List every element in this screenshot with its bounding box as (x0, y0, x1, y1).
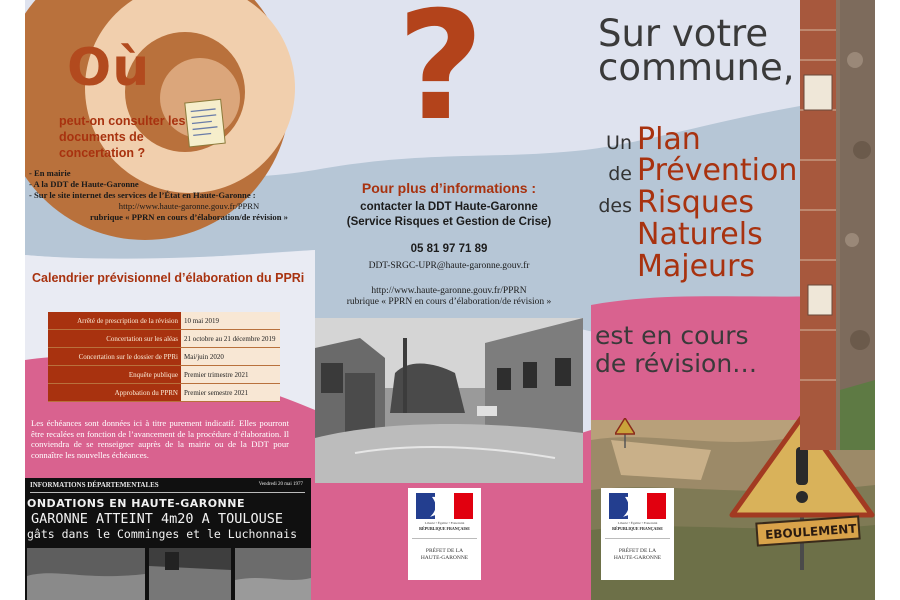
document-icon (182, 98, 230, 148)
calendar-table (48, 312, 280, 402)
info-email[interactable]: DDT-SRGC-UPR@haute-garonne.gouv.fr (368, 261, 530, 271)
ppr-title-line (585, 251, 755, 283)
revision-line: est en cours (595, 321, 749, 350)
calendar-date: Premier semestre 2021 (181, 384, 280, 401)
calendar-row (48, 348, 280, 366)
logo-motto: Liberté • Égalité • Fraternité (424, 521, 465, 525)
disclaimer-text: Les échéances sont données ici à titre purement indicatif. Elles pourront être recalées en fonction de l’avancement de la procédure d’élaboration. Il conviendra de se renseigner auprès de la mairie ou de la DDT pour connaître les nouvelles échéances. (31, 418, 289, 460)
calendar-date: Mai/juin 2020 (181, 348, 280, 365)
logo-prefect-line: HAUTE-GARONNE (613, 555, 662, 561)
ppr-title-big: Majeurs (637, 249, 756, 284)
info-title: Pour plus d’informations : (361, 180, 537, 196)
logo-prefect (408, 548, 481, 562)
consult-item: - Sur le site internet des services de l’État en Haute-Garonne : (29, 190, 256, 200)
calendar-date: 21 octobre au 21 décembre 2019 (181, 330, 280, 347)
consult-question: peut-on consulter les documents de concertation ? (59, 114, 186, 160)
logo-prefect-line: HAUTE-GARONNE (420, 555, 469, 561)
newspaper-header (30, 481, 305, 493)
ppr-title-line (585, 187, 754, 219)
logo-separator (605, 538, 670, 539)
logo-separator (412, 538, 477, 539)
road-sign-text: EBOULEMENT (764, 521, 857, 542)
ppr-title-line (585, 124, 701, 156)
logo-prefect-line: PRÉFET DE LA (425, 548, 464, 554)
info-contact (315, 200, 583, 230)
where-title: Où (67, 38, 151, 98)
headline-line-1: Sur votre (598, 12, 769, 55)
brick-tower-photo (800, 0, 875, 450)
calendar-date: Premier trimestre 2021 (181, 366, 280, 383)
consult-rubric: rubrique « PPRN en cours d’élaboration/de révision » (90, 212, 288, 222)
marianne-logo-icon (416, 493, 473, 519)
consult-list (29, 168, 309, 223)
logo-republic: RÉPUBLIQUE FRANÇAISE (419, 526, 470, 531)
ppr-title-big: Risques (637, 185, 754, 220)
calendar-row (48, 330, 280, 348)
newspaper-headline-2: GARONNE ATTEINT 4m20 A TOULOUSE (31, 511, 283, 527)
calendar-row (48, 366, 280, 384)
info-contact-line: contacter la DDT Haute-Garonne (360, 201, 538, 213)
ppr-title-big: Plan (637, 122, 701, 157)
prefecture-logo-middle (408, 488, 481, 580)
revision-text (595, 322, 757, 378)
warning-sign-small-icon (615, 418, 635, 448)
ppr-title-line (585, 155, 797, 187)
ppr-title-small: des (598, 195, 632, 217)
logo-prefect-line: PRÉFET DE LA (618, 548, 657, 554)
info-rubric: rubrique « PPRN en cours d’élaboration/de révision » (346, 297, 552, 307)
calendar-row (48, 384, 280, 402)
logo-prefect (601, 548, 674, 562)
consult-url[interactable]: http://www.haute-garonne.gouv.fr/PPRN (118, 201, 260, 211)
revision-line: de révision… (595, 349, 758, 378)
calendar-step: Concertation sur le dossier de PPRi (48, 348, 181, 365)
consult-item: - A la DDT de Haute-Garonne (29, 179, 139, 189)
ppr-title-line (585, 219, 763, 251)
info-service-line: (Service Risques et Gestion de Crise) (346, 216, 552, 228)
ppr-title-small: Un (606, 132, 632, 154)
newspaper-photos (25, 546, 311, 600)
consult-item: - En mairie (29, 168, 71, 178)
newspaper-headline-3: gâts dans le Comminges et le Luchonnais (27, 527, 298, 541)
calendar-step: Arrêté de prescription de la révision (48, 312, 181, 329)
headline-line-2: commune, (598, 46, 795, 89)
info-url[interactable]: http://www.haute-garonne.gouv.fr/PPRN (371, 286, 527, 296)
logo-motto: Liberté • Égalité • Fraternité (617, 521, 658, 525)
calendar-step: Enquête publique (48, 366, 181, 383)
calendar-step: Concertation sur les aléas (48, 330, 181, 347)
ppr-title-big: Prévention (637, 153, 798, 188)
newspaper-clipping (25, 478, 311, 600)
newspaper-headline-1: ONDATIONS EN HAUTE-GARONNE (27, 497, 245, 510)
flood-street-photo (315, 318, 583, 483)
logo-republic: RÉPUBLIQUE FRANÇAISE (612, 526, 663, 531)
marianne-logo-icon (609, 493, 666, 519)
question-mark-graphic: ? (397, 0, 485, 154)
calendar-date: 10 mai 2019 (181, 312, 280, 329)
info-phone[interactable]: 05 81 97 71 89 (410, 243, 488, 255)
calendar-title: Calendrier prévisionnel d’élaboration du PPRi (32, 271, 305, 285)
brochure-page (25, 0, 875, 600)
calendar-row (48, 312, 280, 330)
newspaper-section: INFORMATIONS DÉPARTEMENTALES (30, 481, 159, 489)
ppr-title-big: Naturels (637, 217, 763, 252)
newspaper-date: Vendredi 20 mai 1977 (258, 482, 303, 487)
prefecture-logo-right (601, 488, 674, 580)
calendar-step: Approbation du PPRN (48, 384, 181, 401)
ppr-title-small: de (608, 163, 632, 185)
